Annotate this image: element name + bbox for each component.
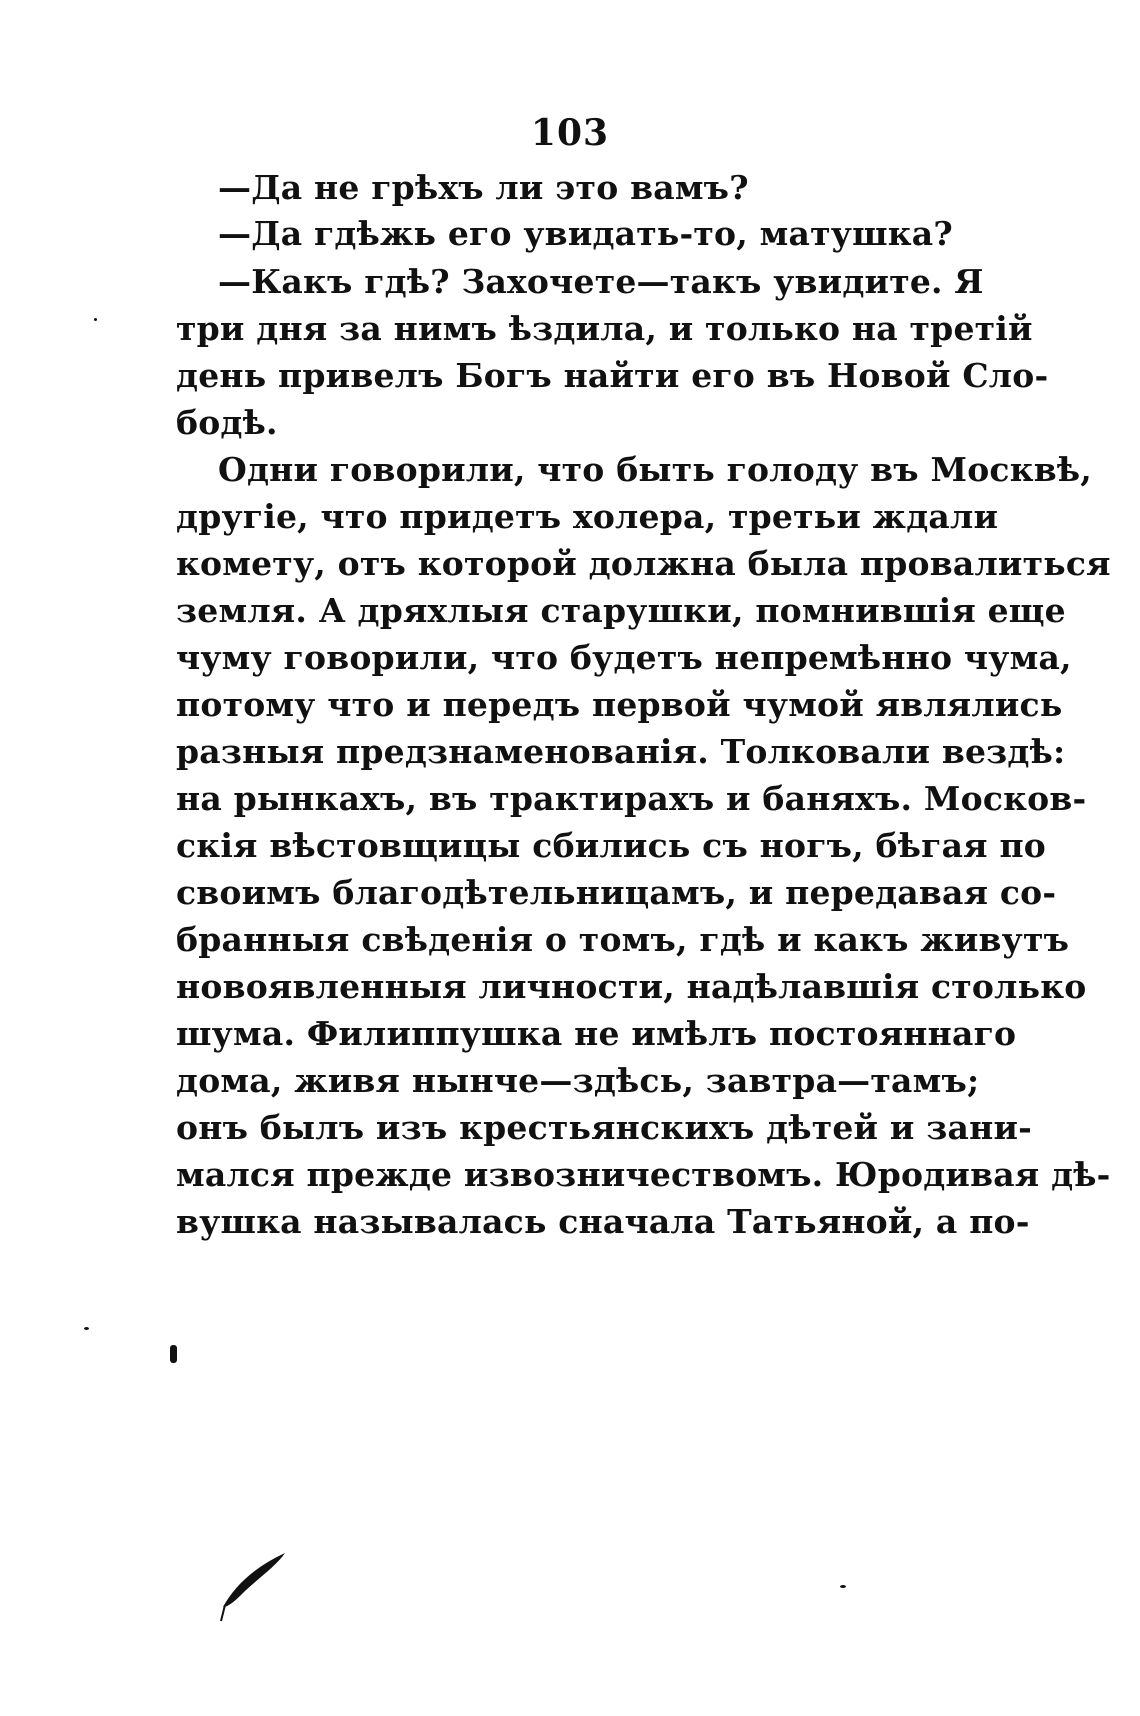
text-line: бранныя свѣденія о томъ, гдѣ и какъ живутъ (176, 920, 1070, 959)
ink-smudge (215, 1545, 315, 1625)
ink-speck (94, 318, 97, 321)
text-line: мался прежде извозничествомъ. Юродивая дѣ- (176, 1155, 1111, 1194)
text-line: новоявленныя личности, надѣлавшія столько (176, 967, 1087, 1006)
text-line: комету, отъ которой должна была провалиться (176, 544, 1111, 583)
text-line: разныя предзнаменованія. Толковали вездѣ: (176, 732, 1066, 771)
text-line: шума. Филиппушка не имѣлъ постояннаго (176, 1014, 1017, 1053)
text-line: —Да гдѣжь его увидать-то, матушка? (218, 214, 953, 253)
text-line: чуму говорили, что будетъ непремѣнно чума, (176, 638, 1072, 677)
text-line: день привелъ Богъ найти его въ Новой Сло- (176, 356, 1049, 395)
text-line: другіе, что придетъ холера, третьи ждали (176, 497, 999, 536)
text-line: скія вѣстовщицы сбились съ ногъ, бѣгая по (176, 826, 1047, 865)
text-line: Одни говорили, что быть голоду въ Москвѣ, (218, 450, 1092, 489)
text-line: —Да не грѣхъ ли это вамъ? (218, 168, 749, 207)
text-line: на рынкахъ, въ трактирахъ и баняхъ. Москов- (176, 779, 1087, 818)
text-line: вушка называлась сначала Татьяной, а по- (176, 1202, 1030, 1241)
page-number: 103 (530, 112, 610, 154)
text-line: три дня за нимъ ѣздила, и только на третій (176, 309, 1033, 348)
ink-speck (170, 1345, 177, 1363)
text-line: онъ былъ изъ крестьянскихъ дѣтей и зани- (176, 1108, 1033, 1147)
ink-speck (840, 1585, 846, 1588)
text-line: —Какъ гдѣ? Захочете—такъ увидите. Я (218, 262, 984, 301)
text-line: своимъ благодѣтельницамъ, и передавая со- (176, 873, 1057, 912)
ink-speck (84, 1327, 89, 1330)
text-line: потому что и передъ первой чумой являлись (176, 685, 1063, 724)
text-line: бодѣ. (176, 403, 278, 442)
text-line: земля. А дряхлыя старушки, помнившія еще (176, 591, 1066, 630)
text-line: дома, живя нынче—здѣсь, завтра—тамъ; (176, 1061, 980, 1100)
